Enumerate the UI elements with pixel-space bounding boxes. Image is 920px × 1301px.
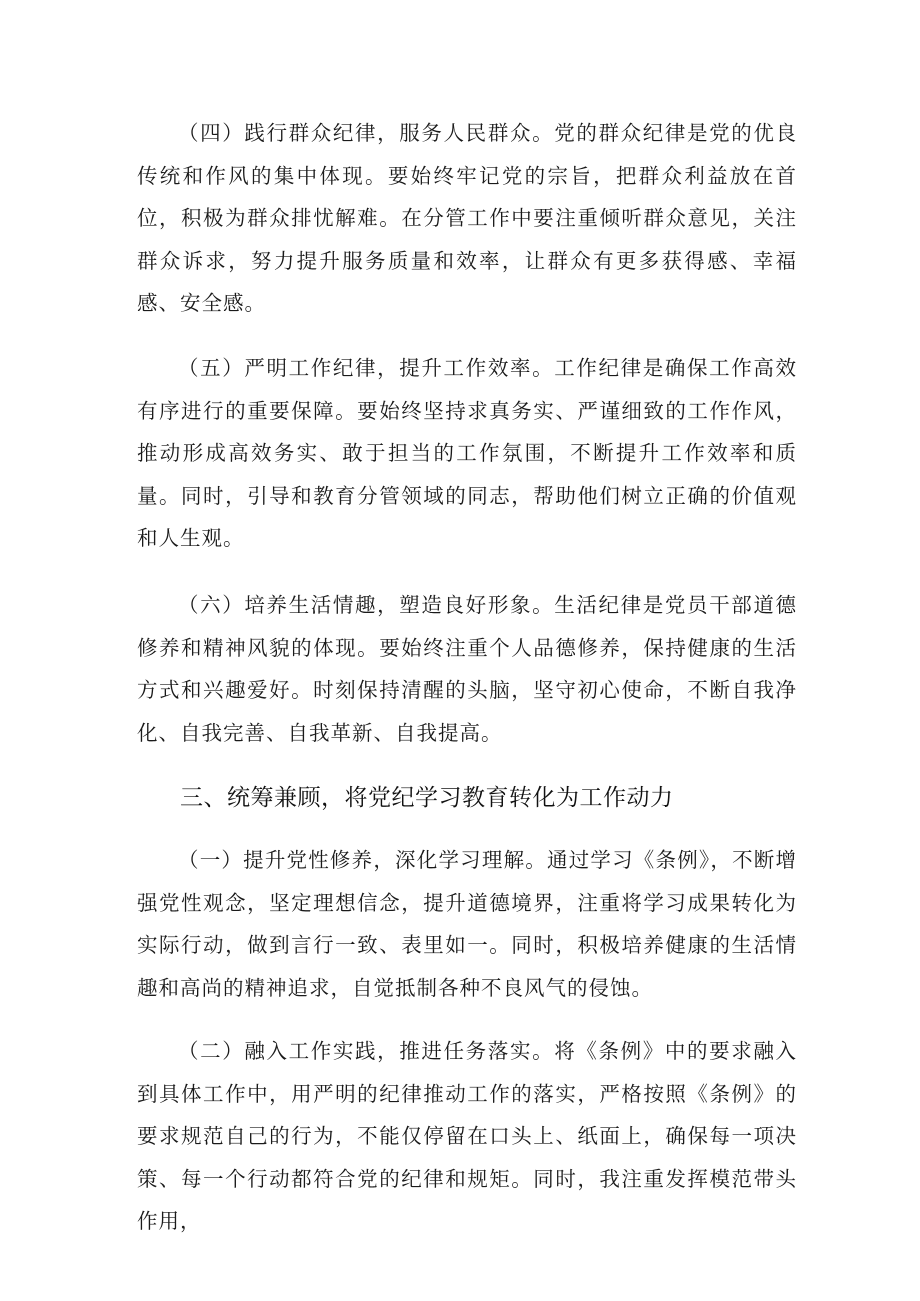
paragraph-party-spirit: （一）提升党性修养，深化学习理解。通过学习《条例》，不断增强党性观念，坚定理想信念，提升道德境界，注重将学习成果转化为实际行动，做到言行一致、表里如一。同时，积极培养健康的生活情趣和高尚的精神追求，自觉抵制各种不良风气的侵蚀。 <box>137 848 797 1000</box>
paragraph-work-discipline: （五）严明工作纪律，提升工作效率。工作纪律是确保工作高效有序进行的重要保障。要始终坚持求真务实、严谨细致的工作作风，推动形成高效务实、敢于担当的工作氛围，不断提升工作效率和质量。同时，引导和教育分管领域的同志，帮助他们树立正确的价值观和人生观。 <box>137 356 797 550</box>
paragraph-mass-discipline: （四）践行群众纪律，服务人民群众。党的群众纪律是党的优良传统和作风的集中体现。要始终牢记党的宗旨，把群众利益放在首位，积极为群众排忧解难。在分管工作中要注重倾听群众意见，关注群众诉求，努力提升服务质量和效率，让群众有更多获得感、幸福感、安全感。 <box>137 121 797 315</box>
paragraph-life-discipline: （六）培养生活情趣，塑造良好形象。生活纪律是党员干部道德修养和精神风貌的体现。要始终注重个人品德修养，保持健康的生活方式和兴趣爱好。时刻保持清醒的头脑，坚守初心使命，不断自我净化、自我完善、自我革新、自我提高。 <box>137 593 797 745</box>
section-heading: 三、统筹兼顾，将党纪学习教育转化为工作动力 <box>180 785 674 811</box>
paragraph-work-practice: （二）融入工作实践，推进任务落实。将《条例》中的要求融入到具体工作中，用严明的纪律推动工作的落实，严格按照《条例》的要求规范自己的行为，不能仅停留在口头上、纸面上，确保每一项决策、每一个行动都符合党的纪律和规矩。同时，我注重发挥模范带头作用， <box>137 1039 797 1233</box>
